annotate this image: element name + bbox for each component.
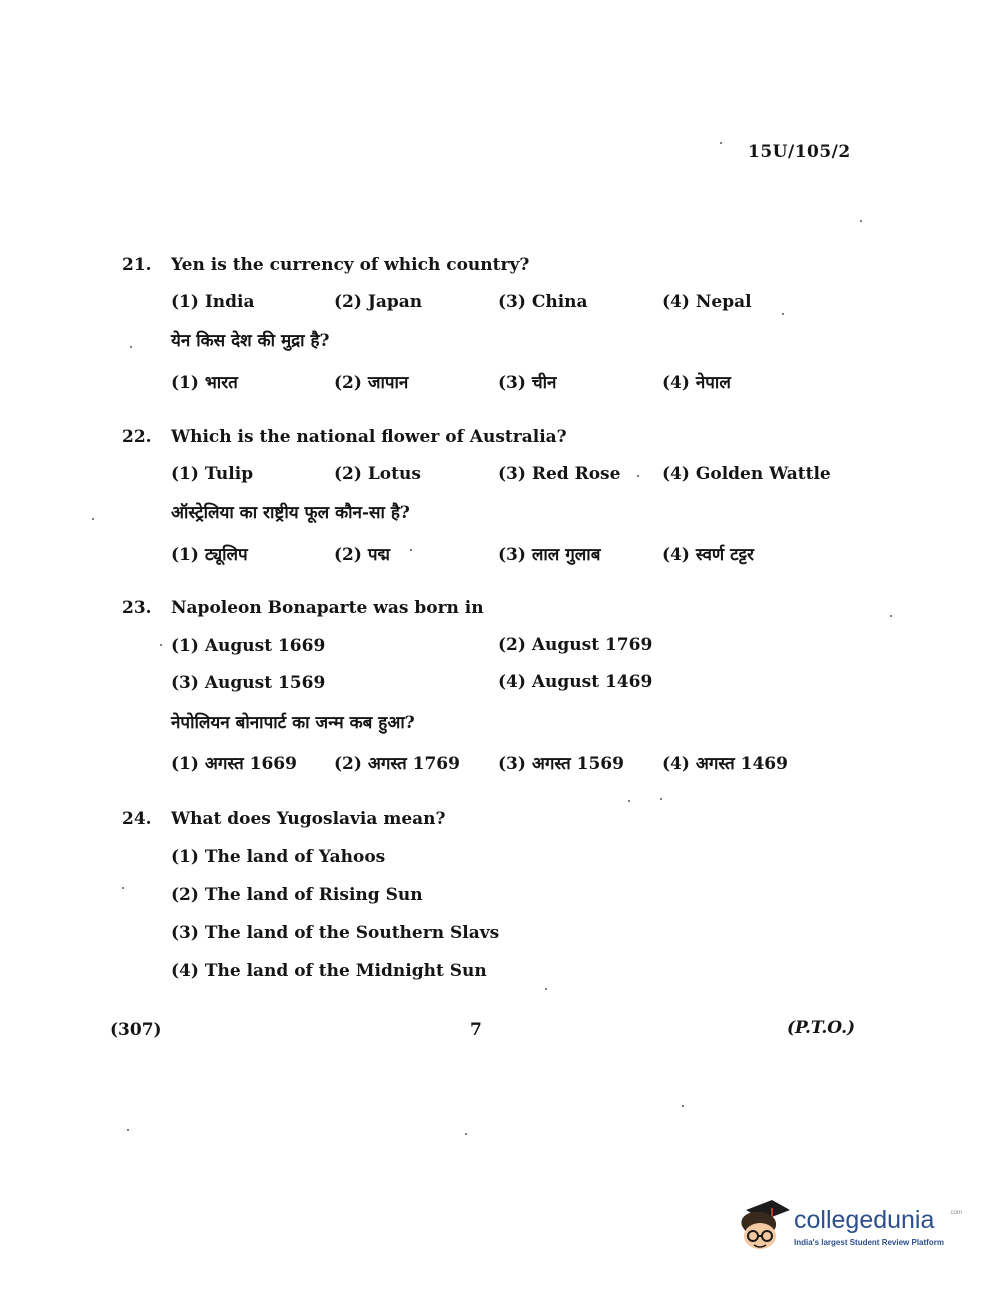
q21-hindi-option-4: (4) नेपाल	[662, 373, 731, 393]
question-23-text: Napoleon Bonaparte was born in	[171, 598, 484, 618]
q24-option-3: (3) The land of the Southern Slavs	[171, 923, 500, 943]
scan-speck	[545, 988, 547, 990]
q22-option-1: (1) Tulip	[171, 464, 254, 484]
q22-option-3: (3) Red Rose	[498, 464, 621, 484]
q24-option-4: (4) The land of the Midnight Sun	[171, 961, 487, 981]
please-turn-over: (P.T.O.)	[787, 1018, 856, 1038]
q23-hindi-option-3: (3) अगस्त 1569	[498, 754, 624, 774]
q24-option-1: (1) The land of Yahoos	[171, 847, 386, 867]
question-22-text: Which is the national flower of Australia?	[171, 427, 567, 447]
scan-speck	[410, 549, 412, 551]
scan-speck	[160, 644, 162, 646]
logo-wordmark: collegedunia	[794, 1206, 935, 1234]
q22-hindi-option-2: (2) पद्म	[334, 545, 390, 565]
page-number: 7	[470, 1020, 482, 1040]
scan-speck	[628, 800, 630, 802]
q21-option-3: (3) China	[498, 292, 588, 312]
q23-option-3: (3) August 1569	[171, 673, 326, 693]
scan-speck	[782, 313, 784, 315]
q21-option-2: (2) Japan	[334, 292, 423, 312]
q23-option-2: (2) August 1769	[498, 635, 653, 655]
question-24-number: 24.	[122, 809, 152, 829]
collegedunia-logo	[734, 1196, 964, 1256]
q21-hindi-option-1: (1) भारत	[171, 373, 238, 393]
scan-speck	[92, 518, 94, 520]
question-23-number: 23.	[122, 598, 152, 618]
scan-speck	[127, 1129, 129, 1131]
q24-option-2: (2) The land of Rising Sun	[171, 885, 423, 905]
logo-domain: .com	[949, 1210, 963, 1216]
q22-option-2: (2) Lotus	[334, 464, 421, 484]
q22-option-4: (4) Golden Wattle	[662, 464, 831, 484]
q22-hindi-option-1: (1) ट्यूलिप	[171, 545, 248, 565]
scan-speck	[122, 887, 124, 889]
scan-speck	[890, 615, 892, 617]
question-22-number: 22.	[122, 427, 152, 447]
q23-hindi-option-2: (2) अगस्त 1769	[334, 754, 460, 774]
scan-speck	[660, 798, 662, 800]
scan-speck	[130, 346, 132, 348]
question-23-hindi: नेपोलियन बोनापार्ट का जन्म कब हुआ?	[171, 713, 415, 733]
logo-tagline: India's largest Student Review Platform	[794, 1238, 944, 1247]
mascot-icon	[734, 1196, 792, 1256]
scan-speck	[465, 1133, 467, 1135]
scan-speck	[637, 475, 639, 477]
question-22-hindi: ऑस्ट्रेलिया का राष्ट्रीय फूल कौन-सा है?	[171, 503, 410, 523]
footer-code: (307)	[110, 1020, 162, 1040]
question-24-text: What does Yugoslavia mean?	[171, 809, 446, 829]
q23-hindi-option-4: (4) अगस्त 1469	[662, 754, 788, 774]
scan-speck	[860, 220, 862, 222]
q23-hindi-option-1: (1) अगस्त 1669	[171, 754, 297, 774]
q21-hindi-option-3: (3) चीन	[498, 373, 557, 393]
q21-hindi-option-2: (2) जापान	[334, 373, 409, 393]
q22-hindi-option-3: (3) लाल गुलाब	[498, 545, 601, 565]
q21-option-1: (1) India	[171, 292, 255, 312]
question-21-hindi: येन किस देश की मुद्रा है?	[171, 331, 330, 351]
question-21-number: 21.	[122, 255, 152, 275]
q22-hindi-option-4: (4) स्वर्ण टट्टर	[662, 545, 754, 565]
scan-speck	[682, 1105, 684, 1107]
scan-speck	[720, 142, 722, 144]
question-21-text: Yen is the currency of which country?	[171, 255, 530, 275]
q23-option-4: (4) August 1469	[498, 672, 653, 692]
q21-option-4: (4) Nepal	[662, 292, 752, 312]
paper-code: 15U/105/2	[748, 142, 851, 162]
q23-option-1: (1) August 1669	[171, 636, 326, 656]
